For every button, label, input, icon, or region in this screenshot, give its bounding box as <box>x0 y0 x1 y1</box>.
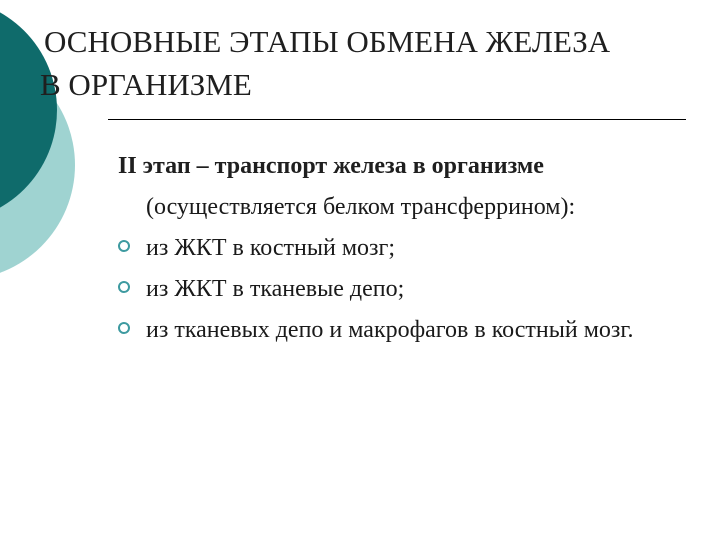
stage-note: (осуществляется белком трансферрином): <box>146 194 576 220</box>
lead-paragraph <box>118 146 708 228</box>
list-item <box>118 310 708 351</box>
list-item <box>118 269 708 310</box>
title-line-2: В ОРГАНИЗМЕ <box>40 67 252 102</box>
list-item <box>118 228 708 269</box>
list-item-text: из тканевых депо и макрофагов в костный мозг. <box>146 317 634 343</box>
title-line-1: ОСНОВНЫЕ ЭТАПЫ ОБМЕНА ЖЕЛЕЗА <box>44 24 611 59</box>
ring-bullet-icon <box>118 281 130 293</box>
ring-bullet-icon <box>118 322 130 334</box>
title-divider <box>108 119 686 120</box>
list-item-text: из ЖКТ в костный мозг; <box>146 235 395 261</box>
bullet-list <box>118 228 708 351</box>
slide-title <box>40 20 704 106</box>
stage-heading: II этап – транспорт железа в организме <box>118 153 544 179</box>
list-item-text: из ЖКТ в тканевые депо; <box>146 276 405 302</box>
ring-bullet-icon <box>118 240 130 252</box>
slide-body <box>118 146 708 351</box>
